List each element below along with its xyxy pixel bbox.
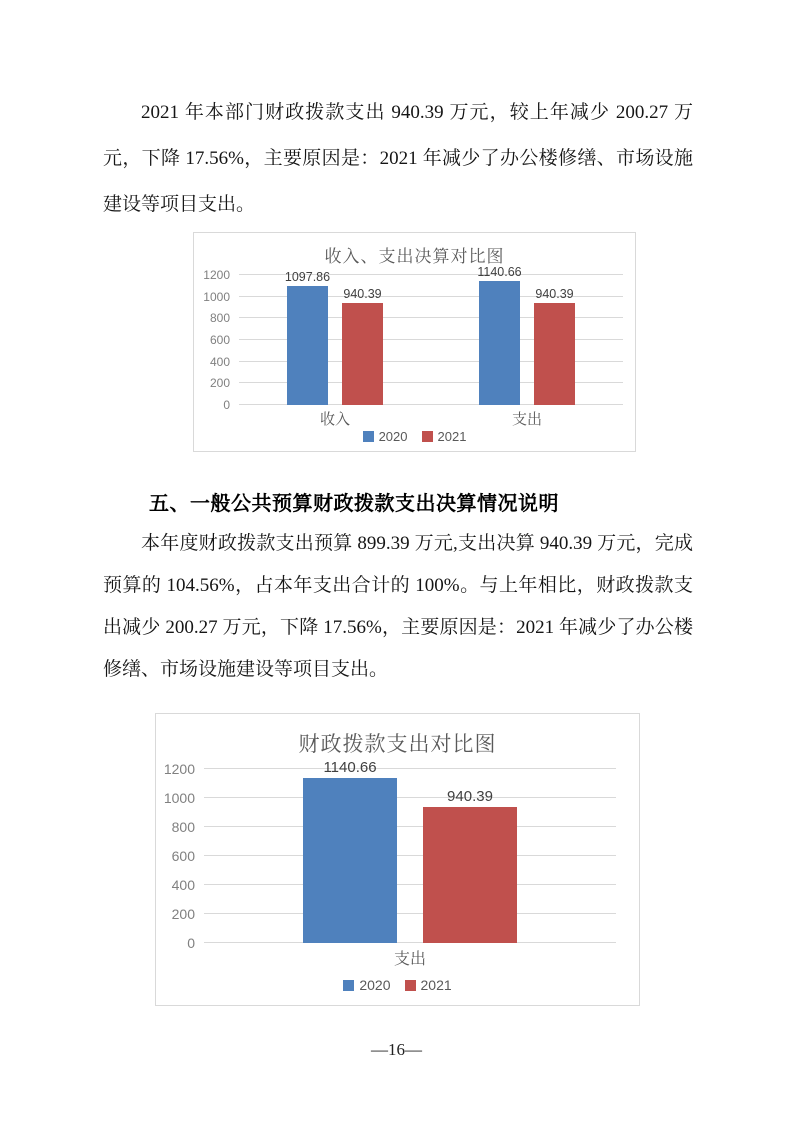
legend-item-2021 [422, 429, 467, 444]
bar-value-label: 1097.86 [284, 269, 331, 284]
chart-income-expenditure-comparison [193, 232, 636, 452]
y-axis-tick-label: 600 [171, 848, 195, 864]
bar-value-label: 1140.66 [477, 264, 522, 279]
bar-fill [342, 303, 383, 405]
x-axis-label: 收入 [319, 411, 350, 428]
bar-fill [287, 286, 328, 405]
y-axis-tick-label: 800 [209, 311, 230, 326]
bar-value-label: 940.39 [535, 286, 574, 301]
bar-2020-支出 [477, 264, 522, 405]
y-axis-tick-label: 1000 [203, 289, 230, 304]
plot-area [163, 758, 616, 951]
bar-value-label: 1140.66 [323, 758, 377, 776]
plot-area [203, 264, 623, 412]
chart-title: 收入、支出决算对比图 [324, 247, 505, 266]
bar-fill [303, 778, 397, 943]
page-number: —16— [371, 1040, 422, 1059]
bar-fill [534, 303, 575, 405]
y-axis-tick-label: 0 [223, 398, 230, 412]
y-axis-tick-label: 400 [171, 877, 195, 893]
legend-swatch-2020 [363, 431, 374, 442]
bar-groups [239, 264, 623, 405]
y-axis-tick-label: 1200 [163, 761, 195, 777]
bar-fill [479, 281, 520, 405]
legend [194, 429, 635, 444]
legend-label: 2020 [378, 429, 408, 444]
chart-fiscal-appropriation-expenditure-comparison [155, 713, 640, 1006]
y-axis-tick-label: 200 [171, 906, 195, 922]
y-axis-tick-label: 200 [209, 376, 230, 391]
bar-2021-收入 [342, 286, 383, 405]
category-group-收入 [284, 269, 383, 405]
bar-2021-支出 [534, 286, 575, 405]
bar-groups [204, 758, 616, 943]
y-axis-tick-label: 400 [209, 354, 230, 369]
legend-swatch-2021 [405, 980, 416, 991]
paragraph-budget-execution-details: 本年度财政拨款支出预算 899.39 万元,支出决算 940.39 万元，完成预算的 104.56%，占本年支出合计的 100%。与上年相比，财政拨款支出减少 200.27 万元，下降 17.56%，主要原因是：2021 年减少了办公楼修缮、市场设施建设等项目支出。 [103, 533, 693, 680]
y-axis-tick-label: 600 [209, 333, 230, 347]
legend-label: 2021 [437, 429, 467, 444]
y-axis-tick-label: 800 [171, 819, 195, 835]
x-axis-labels [239, 408, 623, 429]
bar-fill [423, 807, 517, 943]
paragraph-fiscal-appropriation-expenditure-summary: 2021 年本部门财政拨款支出 940.39 万元，较上年减少 200.27 万元，下降 17.56%，主要原因是：2021 年减少了办公楼修缮、市场设施建设等项目支出。 [103, 102, 693, 215]
y-axis-tick-label: 1000 [163, 790, 195, 806]
section-heading-general-public-budget: 五、一般公共预算财政拨款支出决算情况说明 [149, 493, 559, 515]
x-axis-labels [204, 946, 616, 969]
legend [156, 977, 639, 993]
bar-value-label: 940.39 [343, 286, 382, 301]
category-group-支出 [303, 758, 517, 943]
chart-title: 财政拨款支出对比图 [298, 733, 497, 756]
legend-swatch-2020 [343, 980, 354, 991]
bar-2020-收入 [284, 269, 331, 405]
legend-label: 2020 [359, 977, 391, 993]
legend-item-2020 [343, 977, 390, 993]
legend-item-2021 [405, 977, 452, 993]
y-axis-tick-label: 0 [187, 935, 195, 951]
bar-2020-支出 [303, 758, 397, 943]
bar-2021-支出 [423, 787, 517, 943]
y-axis-tick-label: 1200 [203, 268, 230, 282]
bar-value-label: 940.39 [447, 787, 493, 805]
x-axis-label: 支出 [511, 411, 542, 428]
legend-label: 2021 [420, 977, 452, 993]
legend-item-2020 [363, 429, 408, 444]
legend-swatch-2021 [422, 431, 433, 442]
category-group-支出 [477, 264, 575, 405]
x-axis-label: 支出 [393, 951, 426, 968]
